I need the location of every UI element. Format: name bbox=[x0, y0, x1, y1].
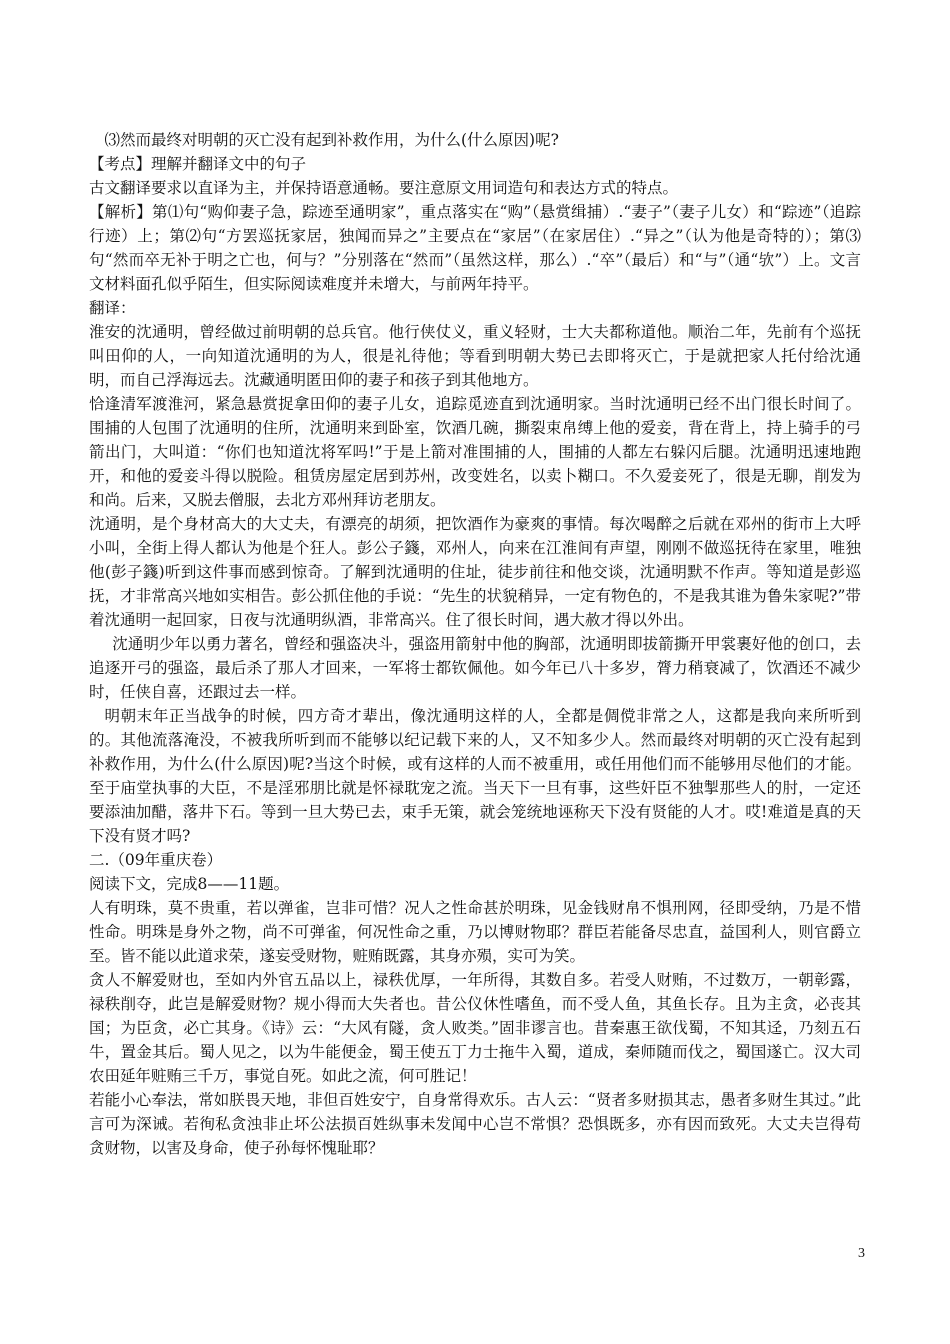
analysis-paragraph: 【解析】第⑴句“购仰妻子急，踪迹至通明家”，重点落实在“购”（悬赏缉捕）.“妻子”（妻子儿女）和“踪迹”（追踪行迹）上；第⑵句“方罢巡抚家居，独闻而异之”主要点在“家居”（在家居住）.“异之”（认为他是奇特的）；第⑶句“然而卒无补于明之亡也，何与？”分别落在“然而”（虽然这样，那么）.“卒”（最后）和“与”（通“欤”）上。文言文材料面孔似乎陌生，但实际阅读难度并未增大，与前两年持平。 bbox=[89, 203, 861, 293]
exam-point-heading: 【考点】理解并翻译文中的句子 bbox=[89, 155, 307, 173]
translation-heading: 翻译： bbox=[89, 299, 136, 317]
question-3-text: ⑶然而最终对明朝的灭亡没有起到补救作用，为什么(什么原因)呢? bbox=[104, 131, 559, 149]
section-heading: 二.（09年重庆卷） bbox=[89, 851, 223, 869]
translation-requirement: 古文翻译要求以直译为主，并保持语意通畅。要注意原文用词造句和表达方式的特点。 bbox=[89, 179, 679, 197]
translation-paragraph-1: 淮安的沈通明，曾经做过前明朝的总兵官。他行侠仗义，重义轻财，士大夫都称道他。顺治二年，先前有个巡抚叫田仰的人，一向知道沈通明的为人，很是礼待他；等看到明朝大势已去即将灭亡，于是就把家人托付给沈通明，而自己浮海远去。沈藏通明匿田仰的妻子和孩子到其他地方。 bbox=[89, 323, 861, 389]
classical-text-paragraph-3: 若能小心奉法，常如朕畏天地，非但百姓安宁，自身常得欢乐。古人云：“贤者多财损其志，愚者多财生其过。”此言可为深诫。若徇私贪浊非止坏公法损百姓纵事未发闻中心岂不常惧？恐惧既多，亦有因而致死。大丈夫岂得苟贪财物，以害及身命，使子孙每怀愧耻耶？ bbox=[89, 1091, 861, 1157]
reading-instruction: 阅读下文，完成8——11题。 bbox=[89, 875, 290, 893]
translation-paragraph-5: 明朝末年正当战争的时候，四方奇才辈出，像沈通明这样的人，全都是倜傥非常之人，这都是我向来所听到的。其他流落淹没，不被我所听到而不能够以纪记载下来的人，又不知多少人。然而最终对明朝的灭亡没有起到补救作用，为什么(什么原因)呢?当这个时候，或有这样的人而不被重用，或任用他们而不能够用尽他们的才能。至于庙堂执事的大臣，不是淫邪朋比就是怀禄耽宠之流。当天下一旦有事，这些奸臣不独掣那些人的肘，一定还要添油加醋，落井下石。等到一旦大势已去，束手无策，就会笼统地诬称天下没有贤能的人才。哎!难道是真的天下没有贤才吗? bbox=[89, 707, 861, 845]
document-body bbox=[89, 128, 861, 1160]
classical-text-paragraph-1: 人有明珠，莫不贵重，若以弹雀，岂非可惜？况人之性命甚於明珠，见金钱财帛不惧刑网，径即受纳，乃是不惜性命。明珠是身外之物，尚不可弹雀，何况性命之重，乃以博财物耶？群臣若能备尽忠直，益国利人，则官爵立至。皆不能以此道求荣，遂妄受财物，赃贿既露，其身亦殒，实可为笑。 bbox=[89, 899, 861, 965]
translation-paragraph-4: 沈通明少年以勇力著名，曾经和强盗决斗，强盗用箭射中他的胸部，沈通明即拔箭撕开甲裳裹好他的创口，去追逐开弓的强盗，最后杀了那人才回来，一军将士都钦佩他。如今年已八十多岁，膂力稍衰减了，饮酒还不减少时，任侠自喜，还跟过去一样。 bbox=[89, 635, 861, 701]
page-number: 3 bbox=[858, 1246, 865, 1261]
classical-text-paragraph-2: 贪人不解爱财也，至如内外官五品以上，禄秩优厚，一年所得，其数自多。若受人财贿，不过数万，一朝彰露，禄秩削夺，此岂是解爱财物？规小得而大失者也。昔公仪休性嗜鱼，而不受人鱼，其鱼长存。且为主贪，必丧其国；为臣贪，必亡其身。《诗》云：“大风有隧，贪人败类。”固非谬言也。昔秦惠王欲伐蜀，不知其迳，乃刻五石牛，置金其后。蜀人见之，以为牛能便金，蜀王使五丁力士拖牛入蜀，道成，秦师随而伐之，蜀国遂亡。汉大司农田延年赃贿三千万，事觉自死。如此之流，何可胜记！ bbox=[89, 971, 861, 1085]
translation-paragraph-3: 沈通明，是个身材高大的大丈夫，有漂亮的胡须，把饮酒作为豪爽的事情。每次喝醉之后就在邓州的街市上大呼小叫，全街上得人都认为他是个狂人。彭公子籛，邓州人，向来在江淮间有声望，刚刚不做巡抚待在家里，唯独他(彭子籛)听到这件事而感到惊奇。了解到沈通明的住址，徒步前往和他交谈，沈通明默不作声。等知道是彭巡抚，才非常高兴地如实相告。彭公抓住他的手说：“先生的状貌稍异，一定有物色的，不是我其谁为鲁朱家呢?”带着沈通明一起回家，日夜与沈通明纵酒，非常高兴。住了很长时间，遇大赦才得以外出。 bbox=[89, 515, 861, 629]
translation-paragraph-2: 恰逢清军渡淮河，紧急悬赏捉拿田仰的妻子儿女，追踪觅迹直到沈通明家。当时沈通明已经不出门很长时间了。围捕的人包围了沈通明的住所，沈通明来到卧室，饮酒几碗，撕裂束帛缚上他的爱妾，背在背上，持上骑手的弓箭出门，大叫道：“你们也知道沈将军吗!”于是上箭对准围捕的人，围捕的人都左右躲闪后腿。沈通明迅速地跑开，和他的爱妾斗得以脱险。租赁房屋定居到苏州，改变姓名，以卖卜糊口。不久爱妾死了，很是无聊，削发为和尚。后来，又脱去僧服，去北方邓州拜访老朋友。 bbox=[89, 395, 861, 509]
